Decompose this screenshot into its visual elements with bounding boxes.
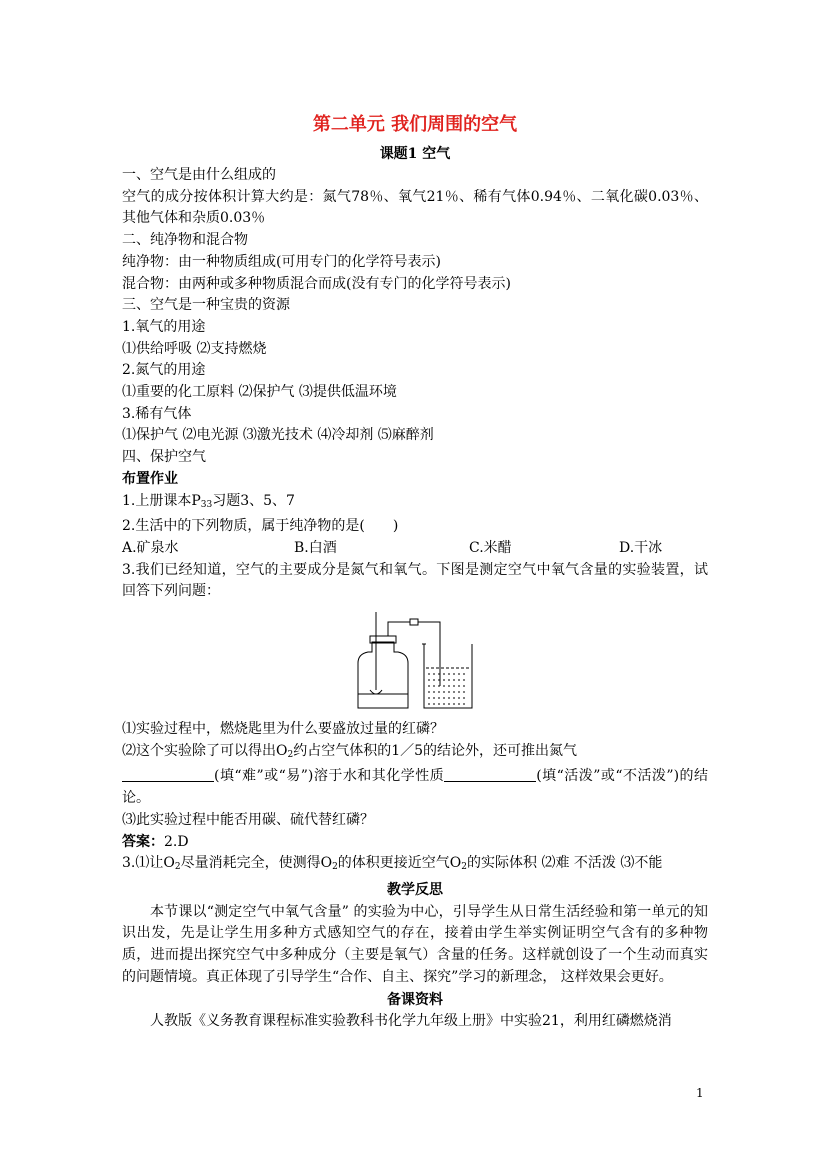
sub-2a: 2	[174, 862, 181, 873]
option-a: A.矿泉水	[122, 539, 179, 556]
unit-title: 第二单元 我们周围的空气	[312, 114, 518, 135]
resources-heading: 备课资料	[387, 991, 443, 1008]
q3-part2-a: ⑵这个实验除了可以得出O	[122, 742, 288, 759]
noble-gas-uses: ⑴保护气 ⑵电光源 ⑶激光技术 ⑷冷却剂 ⑸麻醉剂	[122, 427, 434, 444]
noble-gas-title: 3.稀有气体	[122, 405, 192, 422]
bottle-outline	[358, 642, 408, 708]
q3-part1: ⑴实验过程中，燃烧匙里为什么要盛放过量的红磷？	[122, 721, 444, 738]
reflection-text: 本节课以“测定空气中氧气含量” 的实验为中心，引导学生从日常生活经验和第一单元的知识出发，先是让学生用多种方式感知空气的存在，接着由学生举实例证明空气含有的多种物质，进而提出探究空气中多种成分（主要是氧气）含量的任务。这样就创设了一个生动而真实的问题情境。真正体现了引导学生“合作、自主、探究”学习的新理念， 这样效果会更好。	[122, 903, 708, 985]
combustion-spoon	[370, 690, 382, 694]
lesson-title: 课题1 空气	[379, 146, 451, 162]
homework-q3: 3.我们已经知道，空气的主要成分是氮气和氧气。下图是测定空气中氧气含量的实验装置，试回答下列问题：	[122, 561, 708, 600]
blank-2[interactable]	[444, 767, 536, 782]
q3-part2-c: (填“难”或“易”)溶于水和其化学性质	[214, 768, 445, 785]
answer-3-a: 3.⑴让O	[122, 855, 175, 872]
section3-heading: 三、空气是一种宝贵的资源	[122, 297, 290, 314]
page-number: 1	[696, 1086, 704, 1100]
answer-2: 2.D	[164, 833, 189, 850]
section1-heading: 一、空气是由什么组成的	[122, 167, 276, 183]
q1-page-subscript: 33	[200, 499, 213, 510]
section4-heading: 四、保护空气	[122, 449, 206, 466]
answers-line	[122, 832, 708, 854]
resources-text: 人教版《义务教育课程标准实验教科书化学九年级上册》中实验21，利用红磷燃烧消	[150, 1013, 672, 1030]
option-c: C.米醋	[469, 539, 512, 556]
nitrogen-uses: ⑴重要的化工原料 ⑵保护气 ⑶提供低温环境	[122, 384, 397, 401]
sub-2b: 2	[332, 862, 338, 873]
oxygen-uses-title: 1.氧气的用途	[122, 318, 206, 335]
answers-label: 答案：	[122, 833, 164, 850]
homework-heading: 布置作业	[122, 470, 178, 487]
nitrogen-uses-title: 2.氮气的用途	[122, 362, 206, 379]
mixture-def: 混合物：由两种或多种物质混合而成(没有专门的化学符号表示)	[122, 275, 511, 292]
q3-part2-b: 约占空气体积的1／5的结论外，还可推出氮气	[293, 742, 578, 759]
answer-3-c: 的体积更接近空气O	[337, 855, 462, 872]
section2-heading: 二、纯净物和混合物	[122, 232, 248, 249]
answer-3	[122, 853, 708, 879]
reflection-heading: 教学反思	[387, 881, 443, 898]
air-composition-text: 空气的成分按体积计算大约是：氮气78％、氧气21％、稀有气体0.94％、二氧化碳0.03％、其他气体和杂质0.03％	[122, 188, 708, 227]
blank-1[interactable]	[122, 767, 214, 782]
q2-options	[122, 538, 708, 560]
tube-right	[418, 622, 440, 686]
answer-3-b: 尽量消耗完全，使测得O	[180, 855, 333, 872]
q3-part2-d: (填“活泼”或“不活泼”)的结论。	[122, 768, 708, 807]
o2-subscript: 2	[287, 749, 294, 760]
document-body	[122, 112, 708, 1033]
experiment-apparatus-figure	[122, 608, 708, 715]
q3-part3: ⑶此实验过程中能否用碳、硫代替红磷？	[122, 811, 374, 828]
q1-text: 1.上册课本P	[122, 492, 201, 509]
homework-q2: 2.生活中的下列物质，属于纯净物的是( )	[122, 518, 399, 535]
pure-substance-def: 纯净物：由一种物质组成(可用专门的化学符号表示)	[122, 253, 441, 270]
clamp	[410, 619, 418, 625]
sub-2c: 2	[461, 862, 468, 873]
tube-left	[388, 622, 410, 636]
answer-3-d: 的实际体积 ⑵难 不活泼 ⑶不能	[467, 855, 663, 872]
q3-part2	[122, 741, 708, 810]
apparatus-diagram	[350, 608, 480, 712]
homework-q1	[122, 491, 708, 517]
q1-text-rest: 习题3、5、7	[212, 492, 295, 509]
option-b: B.白酒	[294, 539, 337, 556]
oxygen-uses: ⑴供给呼吸 ⑵支持燃烧	[122, 340, 267, 357]
option-d: D.干冰	[619, 539, 663, 556]
